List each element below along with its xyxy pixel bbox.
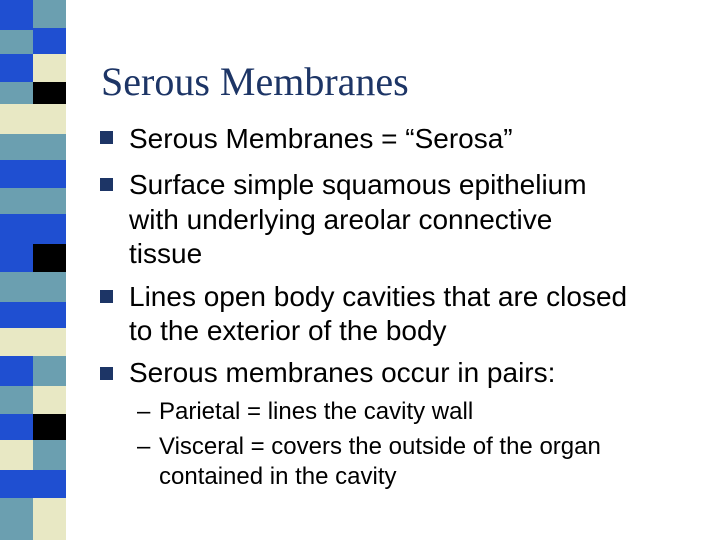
sub-bullet-dash: –: [137, 433, 151, 460]
bullet-square-icon: [100, 178, 113, 191]
bullet-text: Serous membranes occur in pairs:: [129, 357, 556, 388]
sub-bullet-dash: –: [137, 398, 151, 425]
bullet-text-continuation: to the exterior of the body: [129, 315, 447, 346]
bullet-text-continuation: with underlying areolar connective: [129, 204, 553, 235]
bullet-square-icon: [100, 367, 113, 380]
sub-bullet-text: Parietal = lines the cavity wall: [159, 398, 474, 425]
bullet-text: Lines open body cavities that are closed: [129, 281, 628, 312]
bullet-text: Surface simple squamous epithelium: [129, 169, 587, 200]
bullet-text: Serous Membranes = “Serosa”: [129, 123, 513, 154]
bullet-square-icon: [100, 290, 113, 303]
bullet-text-continuation: tissue: [129, 238, 203, 269]
bullet-square-icon: [100, 131, 113, 144]
sub-bullet-text: Visceral = covers the outside of the organ: [159, 433, 601, 460]
sub-bullet-text-continuation: contained in the cavity: [159, 463, 397, 490]
slide-title: Serous Membranes: [101, 59, 409, 104]
